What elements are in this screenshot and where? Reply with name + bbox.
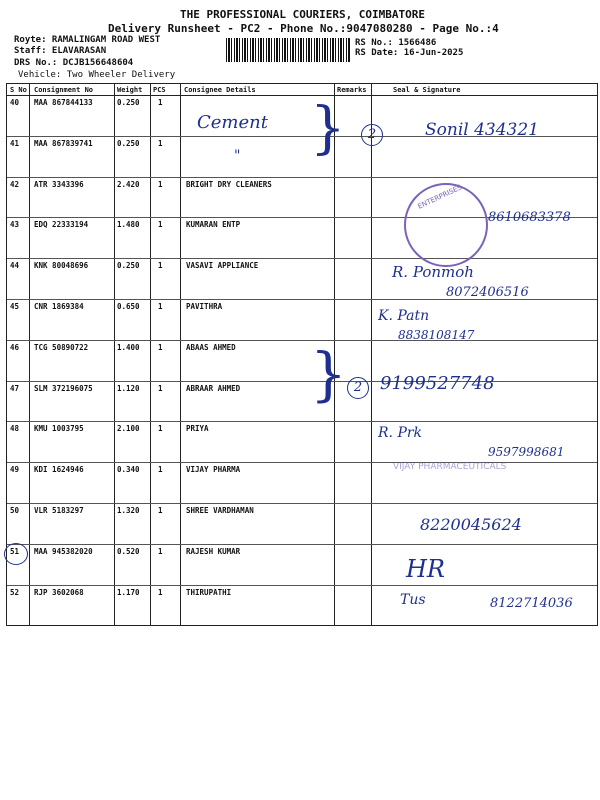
cell-consignee: RAJESH KUMAR: [186, 546, 241, 556]
cell-pcs: 1: [158, 261, 163, 271]
cell-consignee: ABRAAR AHMED: [186, 383, 241, 393]
signature-row-52-name: Tus: [400, 592, 426, 608]
row-divider: [7, 421, 597, 422]
cell-weight: 1.400: [117, 342, 140, 352]
cell-weight: 1.320: [117, 506, 140, 515]
cell-weight: 1.120: [117, 383, 140, 393]
cell-consignee: ABAAS AHMED: [186, 342, 236, 352]
runsheet-subtitle: Delivery Runsheet - PC2 - Phone No.:9047080280 - Page No.:4: [108, 22, 499, 35]
signature-row-47: 9199527748: [380, 373, 495, 394]
cell-cno: MAA 867839741: [34, 138, 93, 148]
cell-sno: 41: [10, 138, 20, 148]
row-divider: [7, 585, 597, 586]
cell-weight: 0.250: [117, 261, 140, 271]
cell-cno: KMU 1003795: [34, 424, 84, 434]
barcode: [226, 38, 350, 62]
cell-sno: 49: [10, 465, 20, 475]
cell-sno: 45: [10, 302, 20, 311]
cell-cno: MAA 945382020: [34, 546, 93, 556]
cell-cno: TCG 50890722: [34, 342, 89, 352]
signature-row-48-name: R. Prk: [378, 425, 423, 441]
signature-row-44-phone: 8072406516: [446, 285, 529, 300]
handwritten-ditto: ": [234, 148, 241, 164]
circle-row-51: [4, 543, 28, 565]
signature-row-40: Sonil 434321: [425, 120, 540, 140]
stamp-row-42: ENTERPRISES: [404, 183, 488, 267]
cell-weight: 0.520: [117, 546, 140, 556]
row-divider: [7, 340, 597, 341]
cell-weight: 0.650: [117, 302, 140, 311]
runsheet-table: [6, 83, 598, 626]
cell-consignee: VIJAY PHARMA: [186, 465, 241, 475]
cell-cno: SLM 372196075: [34, 383, 93, 393]
company-title: THE PROFESSIONAL COURIERS, COIMBATORE: [180, 8, 426, 21]
col-consignee: Consignee Details: [184, 86, 256, 94]
cell-sno: 51: [10, 546, 20, 556]
cell-sno: 50: [10, 506, 20, 515]
cell-consignee: THIRUPATHI: [186, 587, 232, 597]
cell-sno: 44: [10, 261, 20, 271]
cell-consignee: KUMARAN ENTP: [186, 220, 241, 230]
signature-row-45-name: K. Patn: [378, 308, 430, 324]
handwritten-cement: Cement: [197, 112, 268, 133]
cell-weight: 1.170: [117, 587, 140, 597]
cell-pcs: 1: [158, 179, 163, 189]
cell-cno: VLR 5183297: [34, 506, 84, 515]
cell-cno: ATR 3343396: [34, 179, 84, 189]
row-divider: [7, 381, 597, 382]
cell-cno: RJP 3602068: [34, 587, 84, 597]
rs-number: RS No.: 1566486: [355, 38, 437, 48]
remark-circle-1: 2: [361, 124, 383, 146]
cell-pcs: 1: [158, 465, 163, 475]
cell-sno: 43: [10, 220, 20, 230]
row-divider: [7, 258, 597, 259]
cell-pcs: 1: [158, 302, 163, 311]
cell-sno: 40: [10, 98, 20, 107]
cell-sno: 52: [10, 587, 20, 597]
signature-row-52-phone: 8122714036: [490, 596, 573, 611]
cell-consignee: BRIGHT DRY CLEANERS: [186, 179, 272, 189]
cell-consignee: SHREE VARDHAMAN: [186, 506, 254, 515]
cell-consignee: PAVITHRA: [186, 302, 223, 311]
remark-circle-2: 2: [347, 377, 369, 399]
cell-cno: KDI 1624946: [34, 465, 84, 475]
signature-row-44-name: R. Ponmoh: [392, 263, 474, 281]
cell-cno: MAA 867844133: [34, 98, 93, 107]
cell-weight: 2.100: [117, 424, 140, 434]
vehicle-label: Vehicle: Two Wheeler Delivery: [18, 70, 176, 80]
col-consignment: Consignment No: [34, 86, 94, 94]
col-remarks: Remarks: [337, 86, 367, 94]
cell-weight: 0.250: [117, 138, 140, 148]
cell-pcs: 1: [158, 546, 163, 556]
cell-pcs: 1: [158, 342, 163, 352]
brace-1: }: [310, 96, 346, 161]
cell-sno: 48: [10, 424, 20, 434]
signature-row-51: HR: [406, 555, 445, 583]
cell-consignee: PRIYA: [186, 424, 209, 434]
signature-row-42: 8610683378: [488, 210, 571, 225]
cell-cno: CNR 1869384: [34, 302, 84, 311]
cell-pcs: 1: [158, 138, 163, 148]
cell-pcs: 1: [158, 587, 163, 597]
brace-2: }: [310, 340, 347, 408]
signature-row-45-phone: 8838108147: [398, 328, 475, 342]
drs-label: DRS No.: DCJB156648604: [14, 58, 134, 68]
cell-weight: 0.340: [117, 465, 140, 475]
rs-date: RS Date: 16-Jun-2025: [355, 48, 464, 58]
cell-pcs: 1: [158, 220, 163, 230]
cell-pcs: 1: [158, 383, 163, 393]
cell-cno: EDQ 22333194: [34, 220, 89, 230]
signature-row-50: 8220045624: [420, 515, 522, 534]
cell-sno: 42: [10, 179, 20, 189]
col-pcs: PCS: [153, 86, 166, 94]
col-sno: S No: [10, 86, 27, 94]
cell-weight: 0.250: [117, 98, 140, 107]
cell-pcs: 1: [158, 424, 163, 434]
cell-pcs: 1: [158, 98, 163, 107]
cell-sno: 47: [10, 383, 20, 393]
stamp-row-49: VIJAY PHARMACEUTICALS: [393, 462, 507, 472]
cell-cno: KNK 80048696: [34, 261, 89, 271]
signature-row-48-phone: 9597998681: [488, 445, 565, 459]
cell-sno: 46: [10, 342, 20, 352]
cell-weight: 2.420: [117, 179, 140, 189]
row-divider: [7, 544, 597, 545]
route-label: Royte: RAMALINGAM ROAD WEST: [14, 35, 161, 45]
col-weight: Weight: [117, 86, 143, 94]
cell-consignee: VASAVI APPLIANCE: [186, 261, 259, 271]
cell-weight: 1.480: [117, 220, 140, 230]
col-signature: Seal & Signature: [393, 86, 461, 94]
staff-label: Staff: ELAVARASAN: [14, 46, 107, 56]
row-divider: [7, 177, 597, 178]
cell-pcs: 1: [158, 506, 163, 515]
